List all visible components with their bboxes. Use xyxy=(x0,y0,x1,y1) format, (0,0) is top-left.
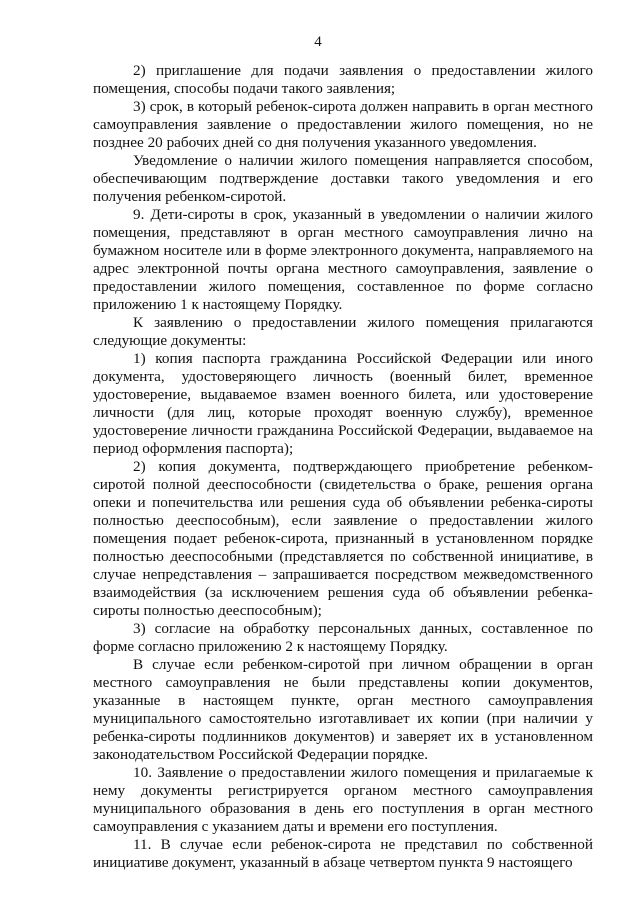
paragraph-clause-9: 9. Дети-сироты в срок, указанный в уведомлении о наличии жилого помещения, представляют в орган местного самоуправления лично на бумажном носителе или в форме электронного документа, направляемого на адрес электронной почты органа местного самоуправления, заявление о предоставлении жилого помещения, составленное по форме согласно приложению 1 к настоящему Порядку. xyxy=(93,206,593,313)
paragraph-doc-3-consent: 3) согласие на обработку персональных данных, составленное по форме согласно приложению 2 к настоящему Порядку. xyxy=(93,620,593,655)
paragraph-clause-11: 11. В случае если ребенок-сирота не представил по собственной инициативе документ, указанный в абзаце четвертом пункта 9 настоящего xyxy=(93,836,593,871)
paragraph-notification-method: Уведомление о наличии жилого помещения направляется способом, обеспечивающим подтверждение доставки такого уведомления и его получения ребенком-сиротой. xyxy=(93,152,593,205)
paragraph-item-2: 2) приглашение для подачи заявления о предоставлении жилого помещения, способы подачи такого заявления; xyxy=(93,62,593,97)
paragraph-doc-1-passport: 1) копия паспорта гражданина Российской Федерации или иного документа, удостоверяющего личность (военный билет, временное удостоверение, выдаваемое взамен военного билета, или удостоверение личности (для лиц, которые проходят военную службу), временное удостоверение личности гражданина Российской Федерации, выдаваемое на период оформления паспорта); xyxy=(93,350,593,457)
paragraph-attached-documents: К заявлению о предоставлении жилого помещения прилагаются следующие документы: xyxy=(93,314,593,349)
paragraph-clause-10: 10. Заявление о предоставлении жилого помещения и прилагаемые к нему документы регистрируется органом местного самоуправления муниципального образования в день его поступления в орган местного самоуправления с указанием даты и времени его поступления. xyxy=(93,764,593,835)
paragraph-doc-2-capacity: 2) копия документа, подтверждающего приобретение ребенком-сиротой полной дееспособности (свидетельства о браке, решения органа опеки и попечительства или решения суда об объявлении ребенка-сироты полностью дееспособным), если заявление о предоставлении жилого помещения подает ребенок-сирота, признанный в установленном порядке полностью дееспособными (представляется по собственной инициативе, в случае непредставления – запрашивается посредством межведомственного взаимодействия (за исключением решения суда об объявлении ребенка-сироты полностью дееспособным); xyxy=(93,458,593,619)
paragraph-copies-not-provided: В случае если ребенком-сиротой при личном обращении в орган местного самоуправления не были представлены копии документов, указанные в настоящем пункте, орган местного самоуправления муниципального самостоятельно изготавливает их копии (при наличии у ребенка-сироты подлинников документов) и заверяет их в установленном законодательством Российской Федерации порядке. xyxy=(93,656,593,763)
paragraph-item-3: 3) срок, в который ребенок-сирота должен направить в орган местного самоуправления заявление о предоставлении жилого помещения, но не позднее 20 рабочих дней со дня получения указанного уведомления. xyxy=(93,98,593,151)
document-body xyxy=(93,62,593,872)
page-number: 4 xyxy=(314,34,322,50)
